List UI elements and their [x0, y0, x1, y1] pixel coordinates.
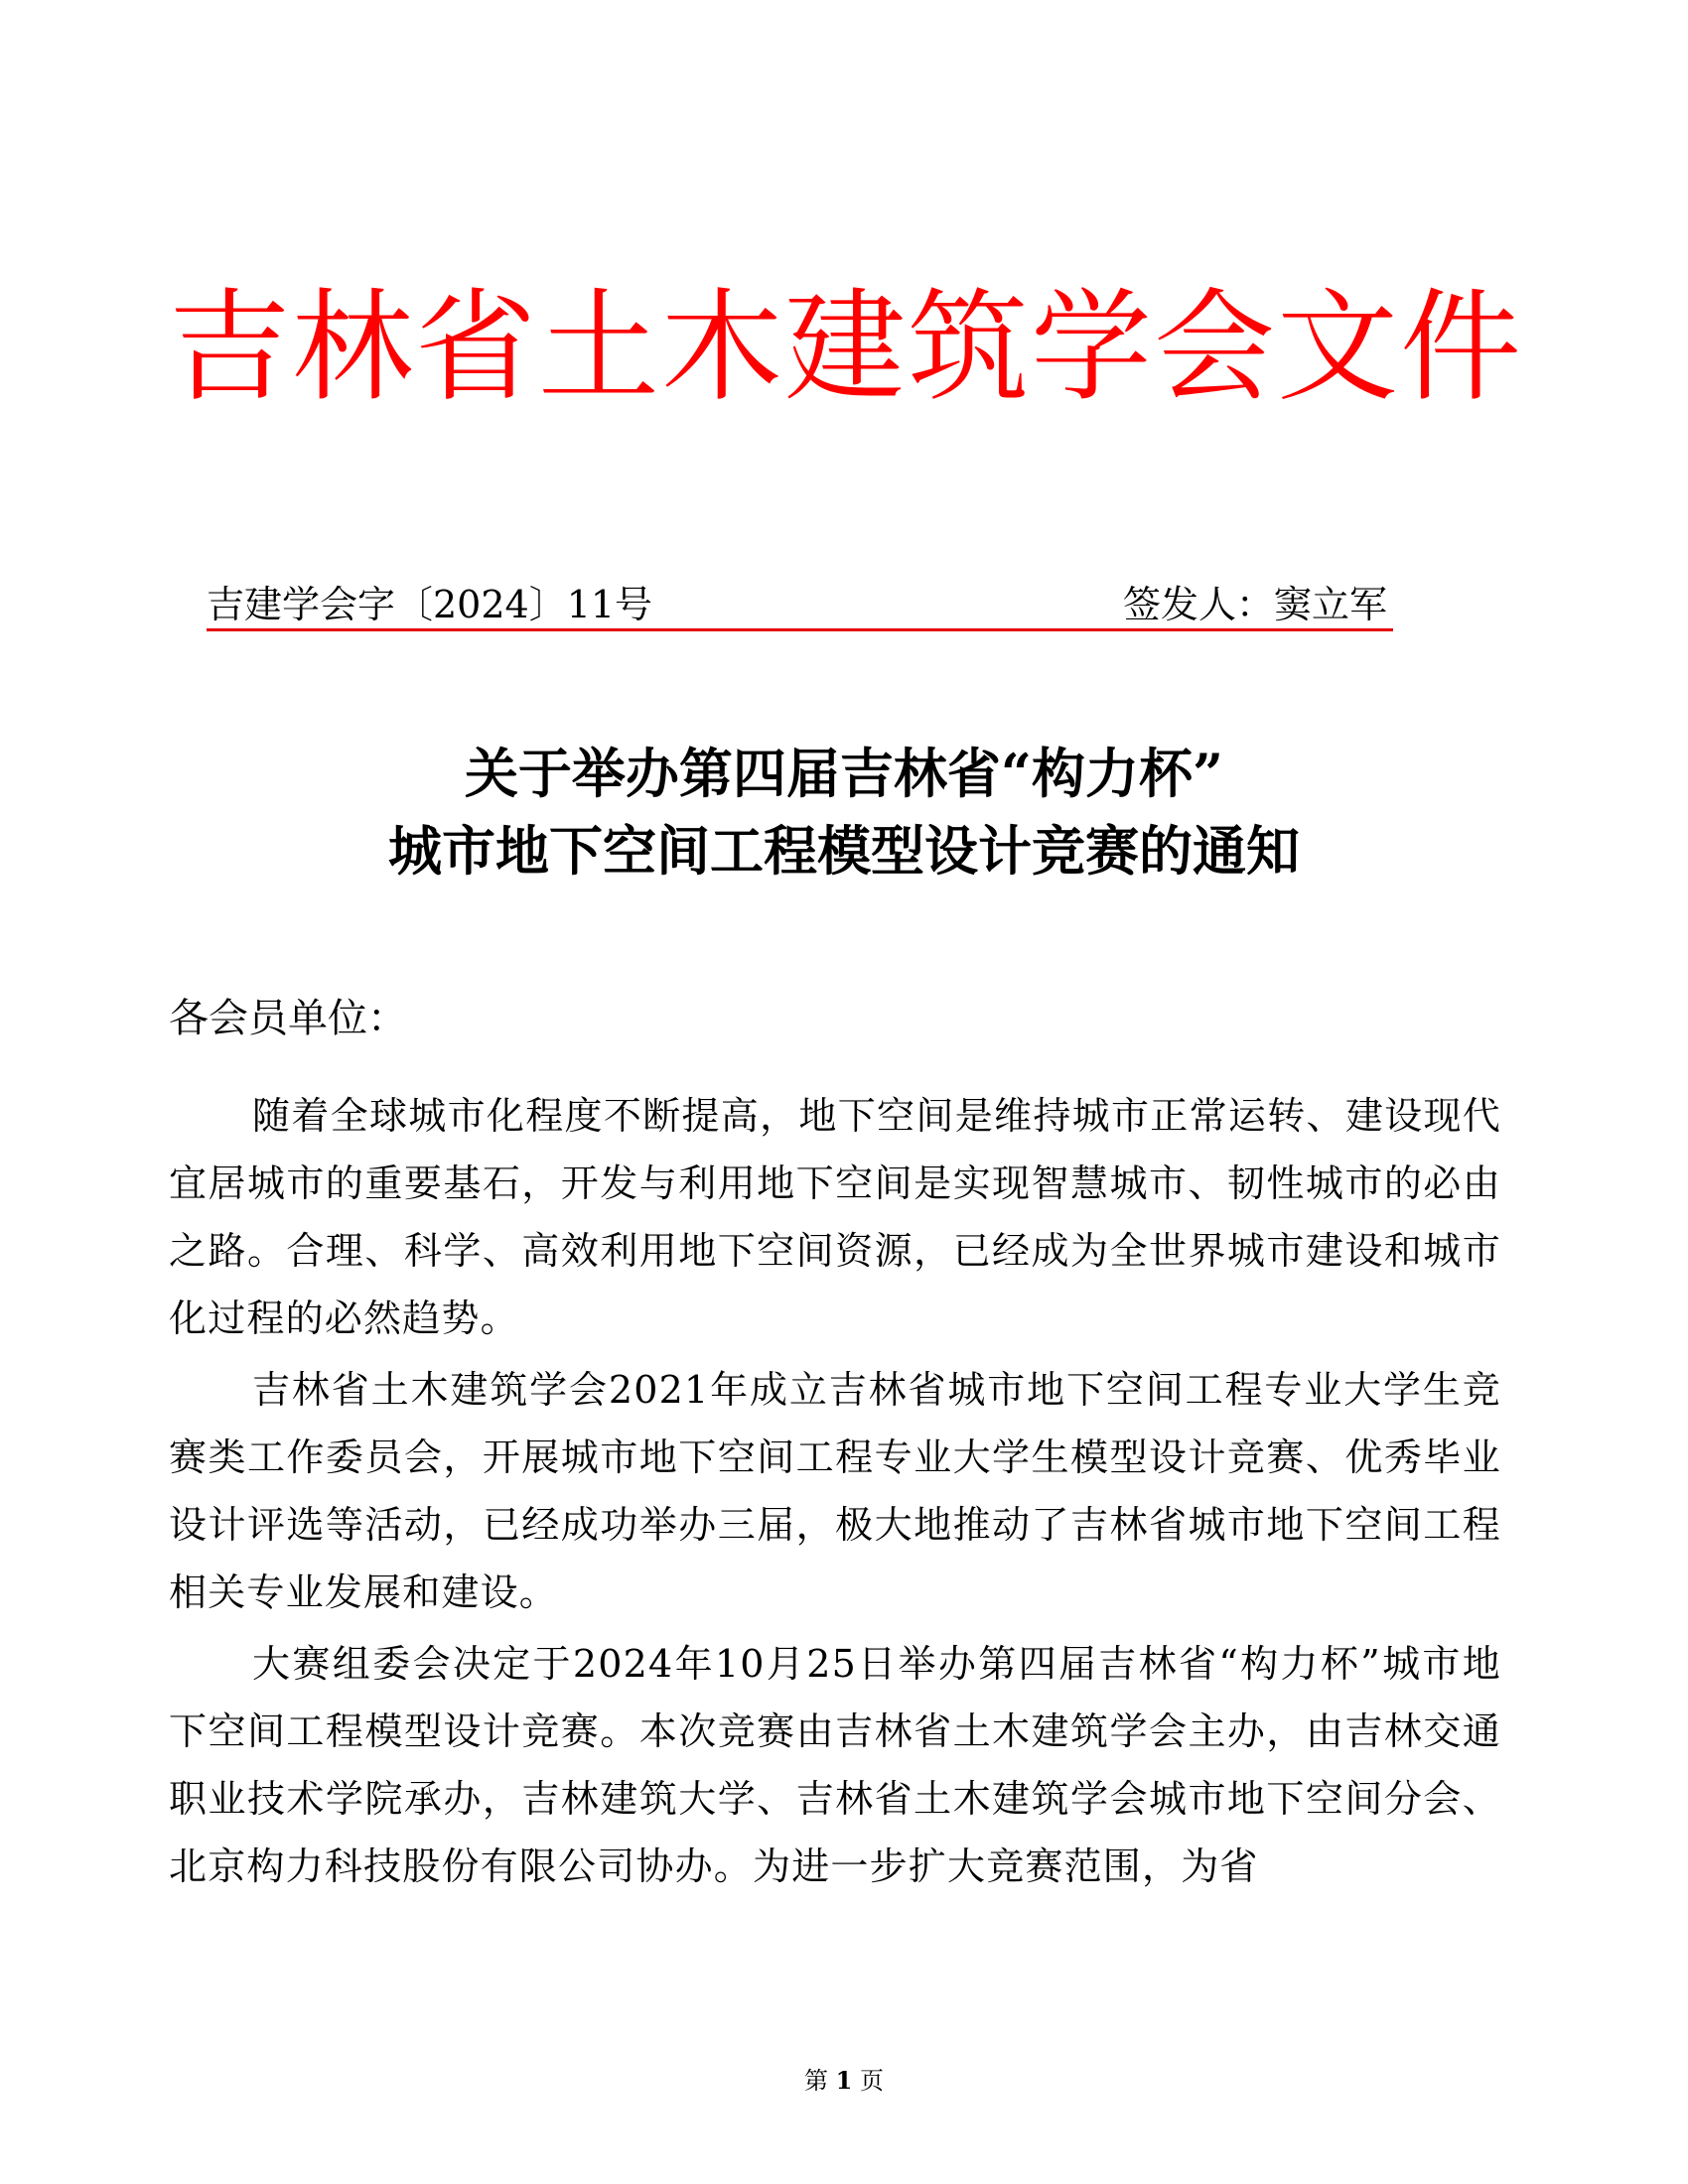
footer-page-number: 1 [835, 2066, 853, 2095]
document-number-line [207, 581, 1393, 631]
paragraph-1: 随着全球城市化程度不断提高，地下空间是维持城市正常运转、建设现代宜居城市的重要基石，开发与利用地下空间是实现智慧城市、韧性城市的必由之路。合理、科学、高效利用地下空间资源，已经成为全世界城市建设和城市化过程的必然趋势。 [169, 1094, 1501, 1340]
notice-title [149, 735, 1539, 889]
paragraph-2: 吉林省土木建筑学会2021年成立吉林省城市地下空间工程专业大学生竞赛类工作委员会，开展城市地下空间工程专业大学生模型设计竞赛、优秀毕业设计评选等活动，已经成功举办三届，极大地推动了吉林省城市地下空间工程相关专业发展和建设。 [169, 1368, 1501, 1614]
notice-title-line-2: 城市地下空间工程模型设计竞赛的通知 [388, 819, 1300, 883]
signer: 签发人：窦立军 [1122, 583, 1387, 626]
page-footer [0, 2065, 1688, 2097]
organization-header: 吉林省土木建筑学会文件 [169, 277, 1523, 418]
footer-suffix: 页 [859, 2067, 884, 2095]
salutation: 各会员单位： [169, 996, 407, 1041]
document-number: 吉建学会字〔2024〕11号 [207, 583, 653, 626]
body-text [169, 1082, 1501, 1904]
notice-title-line-1: 关于举办第四届吉林省“构力杯” [464, 742, 1224, 805]
footer-prefix: 第 [804, 2067, 828, 2095]
paragraph-3: 大赛组委会决定于2024年10月25日举办第四届吉林省“构力杯”城市地下空间工程模型设计竞赛。本次竞赛由吉林省土木建筑学会主办，由吉林交通职业技术学院承办，吉林建筑大学、吉林省土木建筑学会城市地下空间分会、北京构力科技股份有限公司协办。为进一步扩大竞赛范围，为省 [169, 1642, 1501, 1888]
